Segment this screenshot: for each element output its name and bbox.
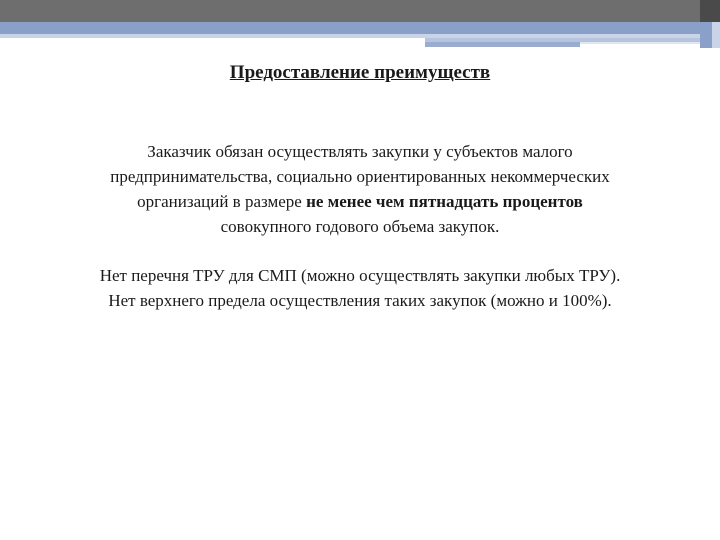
- notes-paragraph: [40, 263, 680, 313]
- header-accent-stripe-3: [580, 42, 700, 44]
- requirement-highlight: не менее чем пятнадцать процентов: [306, 192, 583, 211]
- requirement-paragraph: [40, 139, 680, 239]
- header-corner-blue: [700, 22, 712, 48]
- header-accent-stripe-2: [425, 42, 580, 47]
- header-corner-dark: [700, 0, 720, 22]
- requirement-line-1: Заказчик обязан осуществлять закупки у субъектов малого: [147, 142, 573, 161]
- header-bar-dark: [0, 0, 700, 22]
- requirement-line-3: [40, 189, 680, 214]
- note-line-1: Нет перечня ТРУ для СМП (можно осуществлять закупки любых ТРУ).: [99, 266, 621, 285]
- requirement-line-2: предпринимательства, социально ориентированных некоммерческих: [110, 167, 610, 186]
- header-corner-light: [712, 22, 720, 48]
- requirement-line-3-text: организаций в размере: [137, 192, 307, 211]
- requirement-line-4: совокупного годового объема закупок.: [220, 217, 500, 236]
- note-line-2: Нет верхнего предела осуществления таких закупок (можно и 100%).: [108, 291, 612, 310]
- header-bar-blue: [0, 22, 700, 34]
- slide-title: Предоставление преимуществ: [229, 62, 491, 83]
